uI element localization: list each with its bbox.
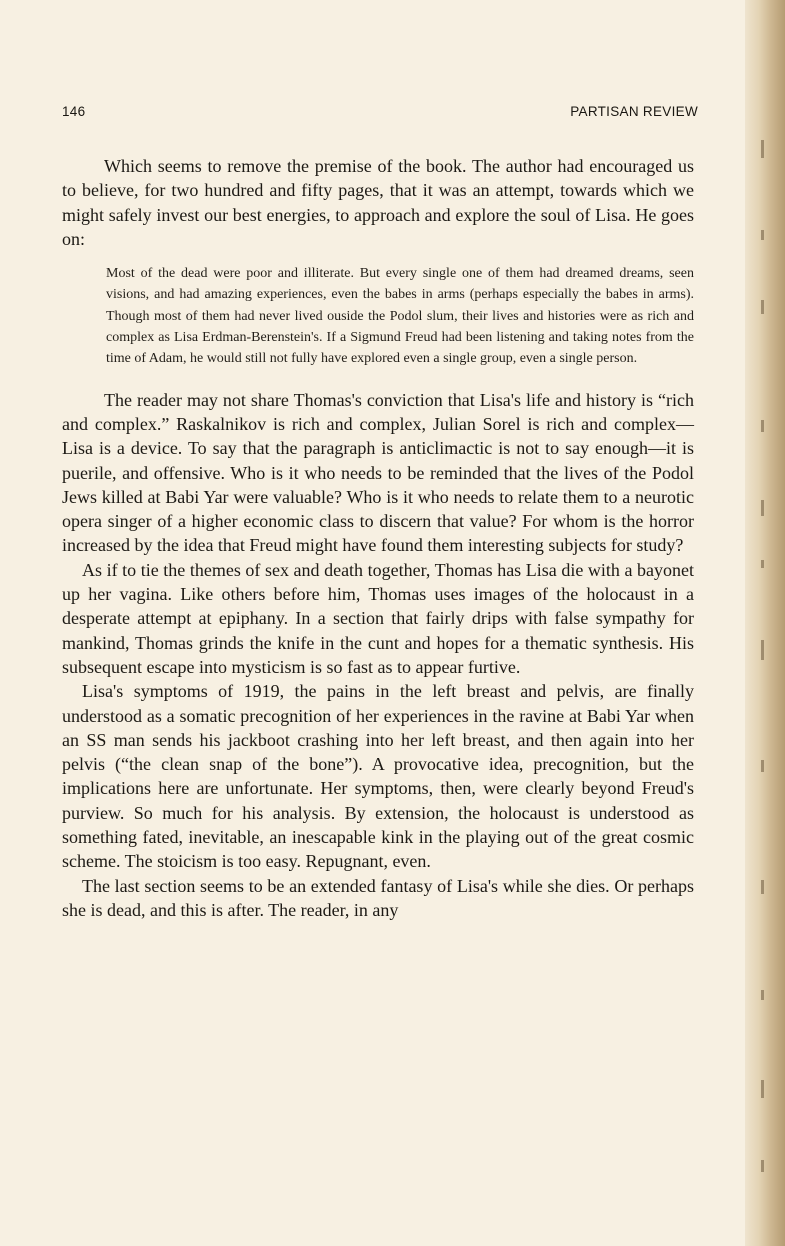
block-quote: Most of the dead were poor and illiterate. But every single one of them had dreamed dreams, seen visions, and had amazing experiences, even the babes in arms (perhaps especially the babes in arms). Though most of them had never lived ouside the Podol slum, their lives and histories were as rich and complex as Lisa Erdman-Berenstein's. If a Sigmund Freud had been listening and taking notes from the time of Adam, he would still not fully have explored even a single group, even a single person. bbox=[106, 266, 694, 367]
paragraph: The reader may not share Thomas's conviction that Lisa's life and history is “rich and complex.” Raskalnikov is rich and complex, Julian Sorel is rich and complex—Lisa is a device. To say that the paragraph is anticlimactic is not to say enough—it is puerile, and offensive. Who is it who needs to be reminded that the lives of the Podol Jews killed at Babi Yar were valuable? Who is it who needs to relate them to a neurotic opera singer of a higher economic class to discern that value? For whom is the horror increased by the idea that Freud might have found them interesting subjects for study? bbox=[62, 389, 694, 556]
page-number: 146 bbox=[62, 104, 86, 119]
paragraph: As if to tie the themes of sex and death together, Thomas has Lisa die with a bayonet up her vagina. Like others before him, Thomas uses images of the holocaust in a desperate attempt at epiphany. In a section that fairly drips with false sympathy for mankind, Thomas grinds the knife in the cunt and hopes for a thematic synthesis. His subsequent escape into mysticism is so fast as to appear furtive. bbox=[62, 559, 694, 677]
page-gutter bbox=[745, 0, 785, 1246]
running-title: PARTISAN REVIEW bbox=[570, 104, 698, 119]
paragraph: The last section seems to be an extended fantasy of Lisa's while she dies. Or perhaps she is dead, and this is after. The reader, in any bbox=[62, 875, 694, 920]
body-text bbox=[62, 154, 694, 922]
running-header bbox=[62, 104, 698, 124]
paragraph: Which seems to remove the premise of the book. The author had encouraged us to believe, for two hundred and fifty pages, that it was an attempt, towards which we might safely invest our best energies, to approach and explore the soul of Lisa. He goes on: bbox=[62, 156, 694, 249]
paragraph: Lisa's symptoms of 1919, the pains in the left breast and pelvis, are finally understood as a somatic precognition of her experiences in the ravine at Babi Yar when an SS man sends his jackboot crashing into her left breast, and then again into her pelvis (“the clean snap of the bone”). A provocative idea, precognition, but the implications here are unfortunate. Her symptoms, then, were clearly beyond Freud's purview. So much for his analysis. By extension, the holocaust is understood as something fated, inevitable, an inescapable kink in the playing out of the great cosmic scheme. The stoicism is too easy. Repugnant, even. bbox=[62, 681, 694, 872]
gutter-marks bbox=[761, 0, 771, 1246]
